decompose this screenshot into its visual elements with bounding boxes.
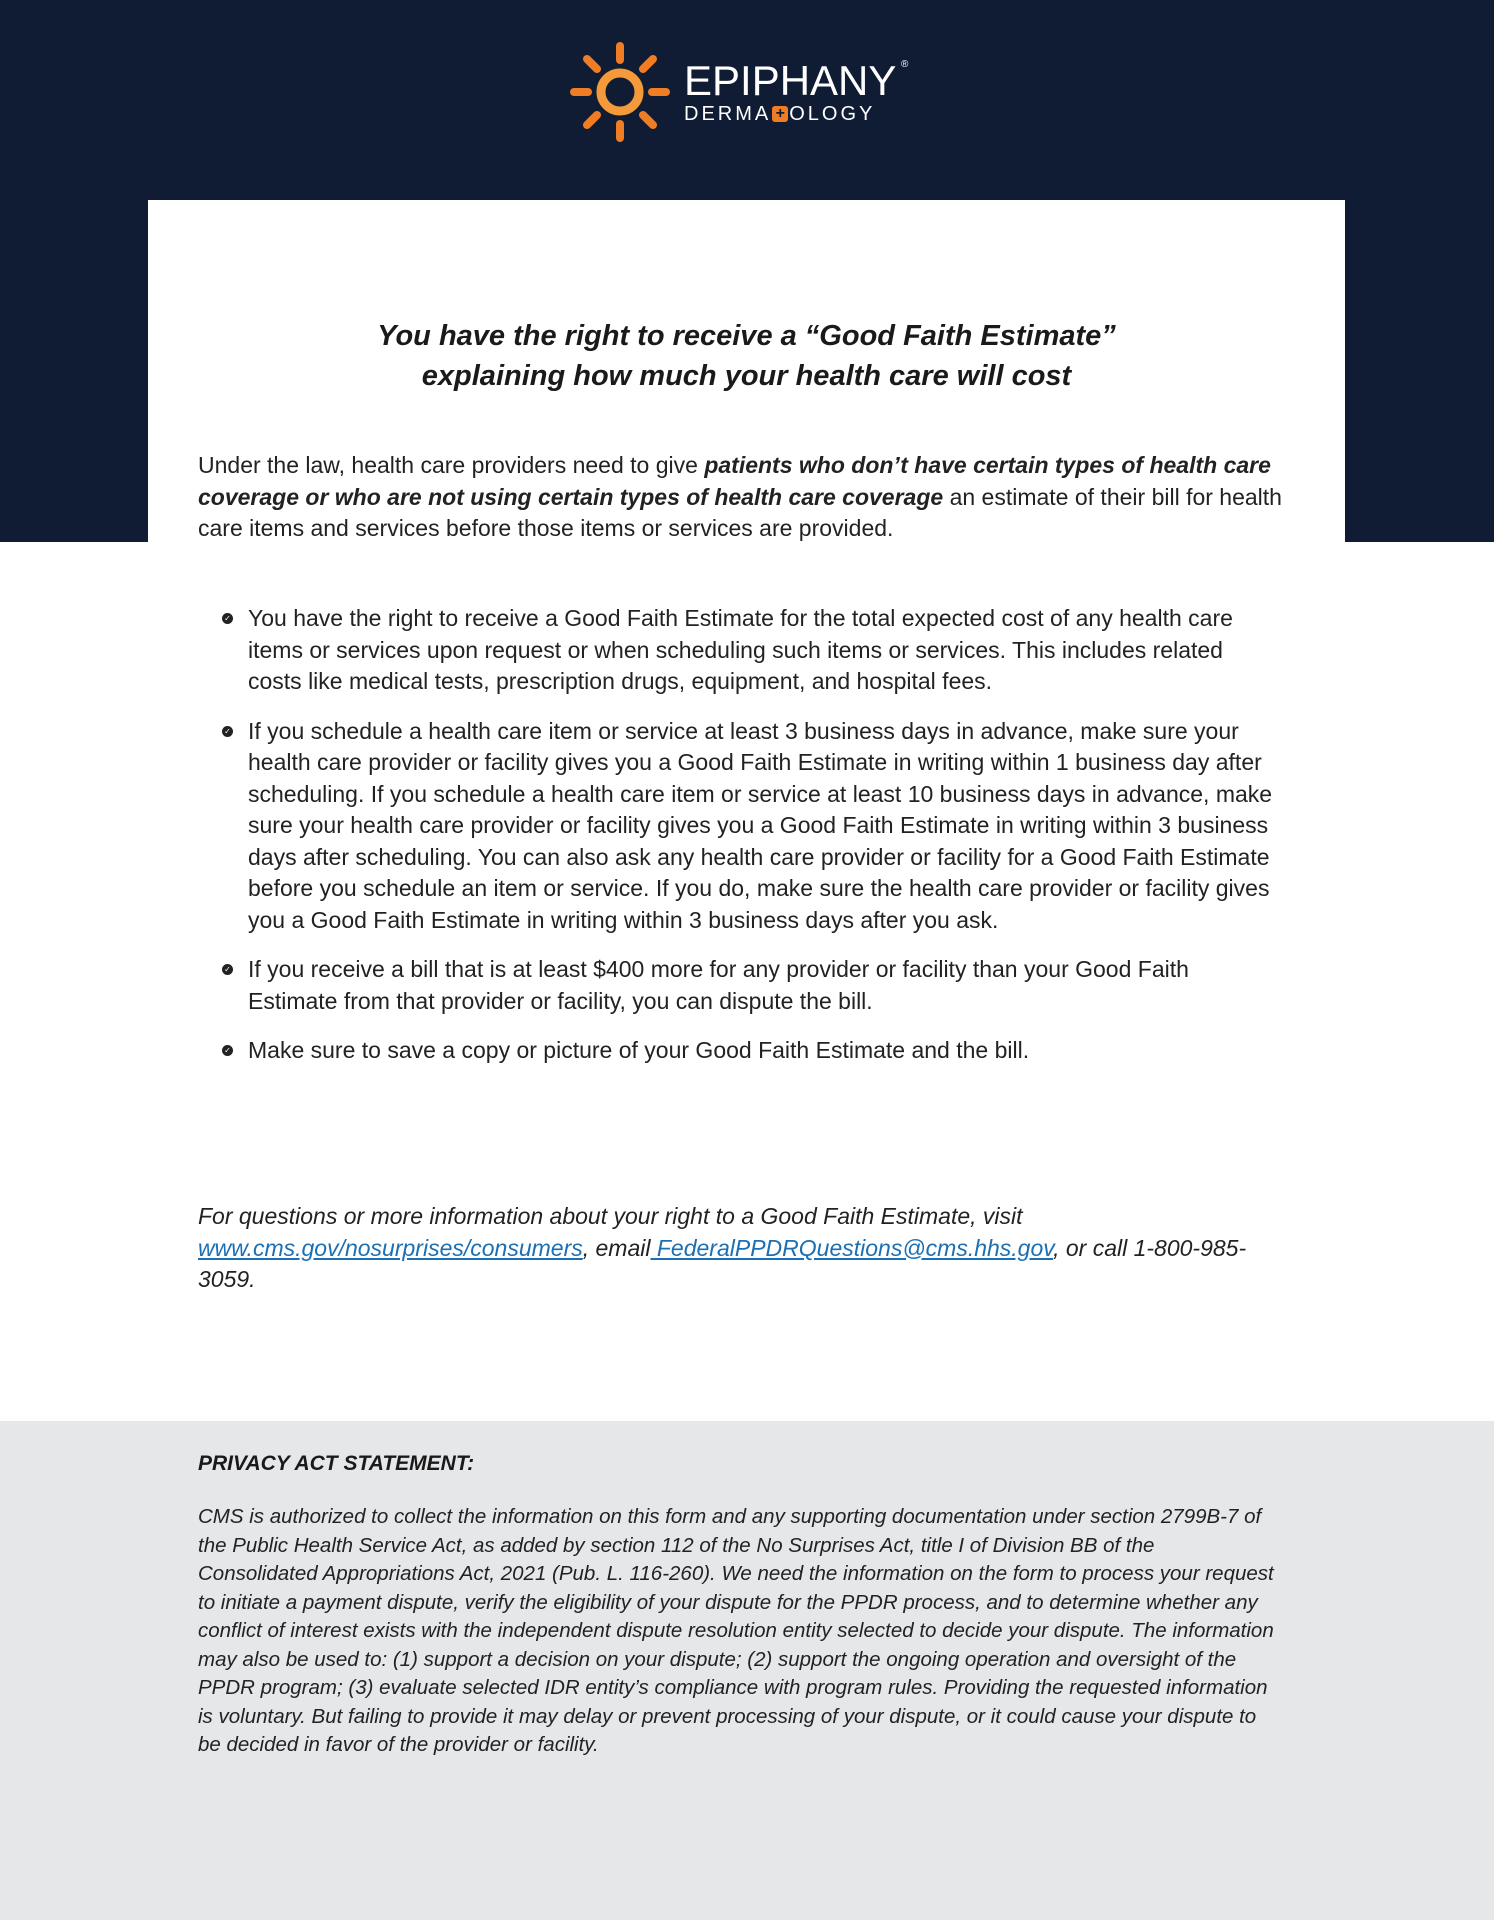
plus-icon: +: [772, 106, 788, 122]
list-item-text: You have the right to receive a Good Faith Estimate for the total expected cost of any health care items or services upon request or when scheduling such items or services. This includes related costs like medical tests, prescription drugs, equipment, and hospital fees.: [248, 605, 1233, 694]
logo-brand: EPIPHANY: [684, 57, 897, 104]
contact-paragraph: [198, 1201, 1278, 1296]
list-item-text: If you schedule a health care item or service at least 3 business days in advance, make sure your health care provider or facility gives you a Good Faith Estimate in writing within 1 business day after scheduling. If you schedule a health care item or service at least 10 business days in advance, make sure your health care provider or facility gives you a Good Faith Estimate in writing within 3 business days after scheduling. You can also ask any health care provider or facility for a Good Faith Estimate before you schedule an item or service. If you do, make sure the health care provider or facility gives you a Good Faith Estimate in writing within 3 business days after you ask.: [248, 717, 1273, 933]
intro-text-end: an estimate of their bill for health care items and services before those items or services are provided.: [198, 483, 1282, 541]
check-circle-icon: ✓: [222, 1045, 233, 1056]
intro-text: Under the law, health care providers need to give: [198, 452, 705, 478]
cms-website-link[interactable]: www.cms.gov/nosurprises/consumers: [198, 1234, 583, 1261]
contact-text-mid: , email: [582, 1234, 651, 1261]
registered-mark: ®: [901, 59, 909, 70]
contact-text: For questions or more information about your right to a Good Faith Estimate, visit: [198, 1203, 1023, 1229]
email-link[interactable]: FederalPPDRQuestions@cms.hhs.gov: [650, 1234, 1054, 1261]
list-item: [198, 954, 1278, 1017]
list-item: [198, 1035, 1278, 1067]
sun-icon: [570, 42, 670, 142]
logo-sub-before: DERMA: [684, 103, 772, 125]
check-circle-icon: ✓: [222, 964, 233, 975]
contact-text-end: , or call 1-800-985-3059.: [198, 1234, 1247, 1292]
logo-sub-after: OLOGY: [789, 103, 876, 125]
rights-list: [198, 603, 1278, 1085]
intro-paragraph: [198, 450, 1288, 545]
check-circle-icon: ✓: [222, 726, 233, 737]
page-title: [148, 316, 1345, 396]
title-line-2: explaining how much your health care will cost: [421, 360, 1072, 392]
check-circle-icon: ✓: [222, 613, 233, 624]
list-item-text: Make sure to save a copy or picture of your Good Faith Estimate and the bill.: [248, 1037, 1030, 1063]
title-line-1: You have the right to receive a “Good Faith Estimate”: [377, 320, 1116, 352]
list-item-text: If you receive a bill that is at least $400 more for any provider or facility than your Good Faith Estimate from that provider or facility, you can dispute the bill.: [248, 956, 1189, 1014]
intro-emphasis: patients who don’t have certain types of health care coverage or who are not using certain types of health care coverage: [198, 452, 1271, 510]
privacy-heading: PRIVACY ACT STATEMENT:: [198, 1452, 475, 1475]
privacy-body: CMS is authorized to collect the information on this form and any supporting documentation under section 2799B-7 of the Public Health Service Act, as added by section 112 of the No Surprises Act, title I of Division BB of the Consolidated Appropriations Act, 2021 (Pub. L. 116-260). We need the information on the form to process your request to initiate a payment dispute, verify the eligibility of your dispute for the PPDR process, and to determine whether any conflict of interest exists with the independent dispute resolution entity selected to decide your dispute. The information may also be used to: (1) support a decision on your dispute; (2) support the ongoing operation and oversight of the PPDR program; (3) evaluate selected IDR entity’s compliance with program rules. Providing the requested information is voluntary. But failing to provide it may delay or prevent processing of your dispute, or it could cause your dispute to be decided in favor of the provider or facility.: [198, 1505, 1274, 1756]
list-item: [198, 603, 1278, 698]
epiphany-logo: [570, 42, 909, 142]
list-item: [198, 716, 1278, 937]
